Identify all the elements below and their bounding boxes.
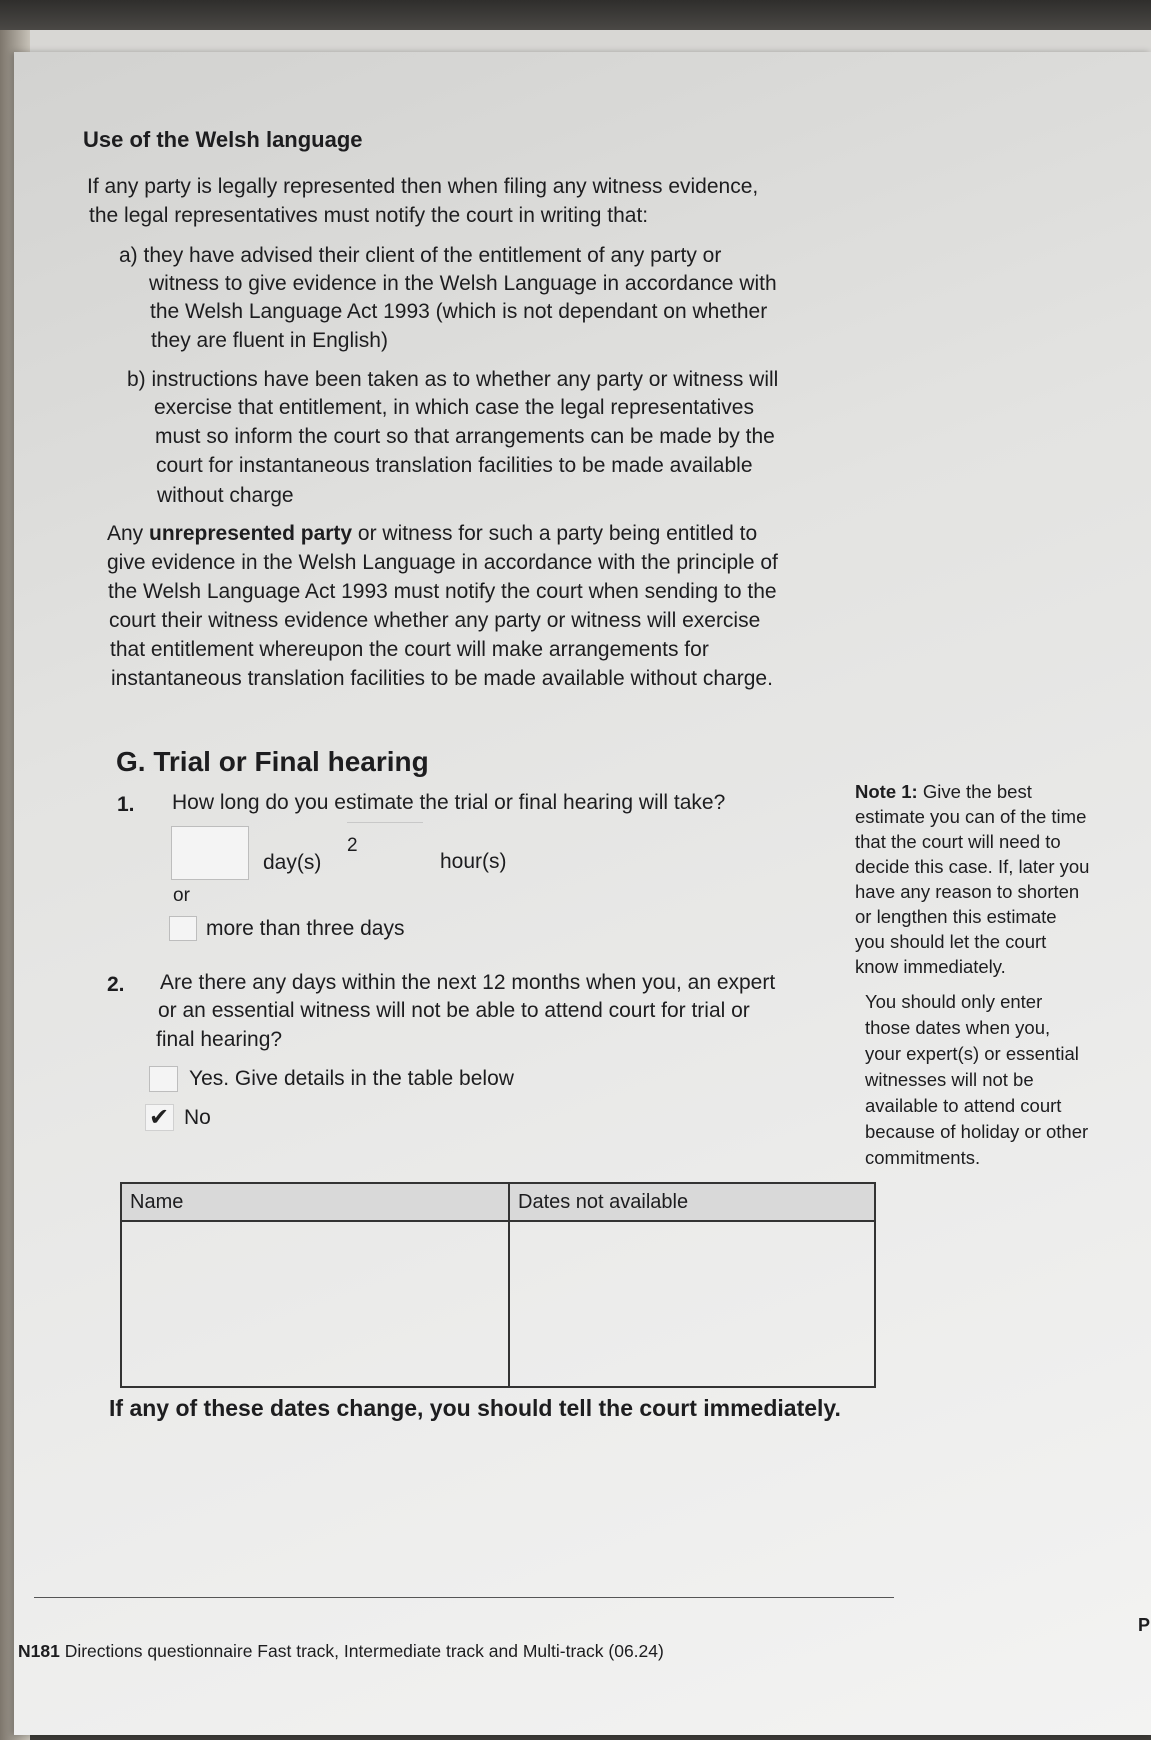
question-1-number: 1. [117,793,135,816]
note-1-line: Give the best [917,781,1032,802]
table-header-name: Name [121,1183,509,1221]
clause-b-line-2: exercise that entitlement, in which case the legal representatives [154,396,754,419]
more-than-three-days-label: more than three days [206,917,405,940]
note-1-line: estimate you can of the time [855,806,1087,827]
more-than-three-days-checkbox[interactable] [169,916,197,941]
table-cell-dates[interactable] [509,1221,875,1387]
clause-b-line-1: b) instructions have been taken as to whether any party or witness will [127,368,779,391]
unrepresented-rest: or witness for such a party being entitled to [352,522,758,545]
or-label: or [173,885,190,906]
clause-b-line-3: must so inform the court so that arrangements can be made by the [155,425,775,448]
note-1-label: Note 1: [855,781,918,802]
hours-label: hour(s) [440,850,507,873]
unrepresented-line-3: the Welsh Language Act 1993 must notify the court when sending to the [108,580,777,603]
question-1-text: How long do you estimate the trial or final hearing will take? [172,791,726,814]
unrepresented-line-6: instantaneous translation facilities to be made available without charge. [111,667,773,690]
note-dates-line: You should only enter [865,991,1043,1012]
form-footer-text: Directions questionnaire Fast track, Intermediate track and Multi-track (06.24) [59,1641,664,1661]
clause-a-line-1: a) they have advised their client of the entitlement of any party or [119,244,722,267]
welsh-section-title: Use of the Welsh language [83,127,363,152]
note-1-line: that the court will need to [855,831,1061,852]
note-dates-line: your expert(s) or essential [865,1043,1079,1064]
question-2-line-2: or an essential witness will not be able to attend court for trial or [158,999,750,1022]
note-1-line: have any reason to shorten [855,881,1080,902]
hours-input[interactable] [347,822,423,875]
section-g-heading: G. Trial or Final hearing [116,746,429,777]
unrepresented-line-4: court their witness evidence whether any party or witness will exercise [109,609,761,632]
note-dates-line: available to attend court [865,1095,1062,1116]
note-dates [865,989,1150,1171]
note-1-line: or lengthen this estimate [855,906,1057,927]
note-1-line: know immediately. [855,956,1006,977]
note-1-line: decide this case. If, later you [855,856,1090,877]
dates-change-warning: If any of these dates change, you should tell the court immediately. [109,1395,841,1421]
yes-checkbox[interactable] [149,1066,178,1092]
yes-label: Yes. Give details in the table below [189,1067,514,1090]
note-dates-line: because of holiday or other [865,1121,1089,1142]
unrepresented-party-bold: unrepresented party [149,522,353,545]
note-1-line: you should let the court [855,931,1047,952]
form-code: N181 [18,1641,60,1661]
table-surface-top [0,0,1151,30]
unrepresented-line-1 [107,519,757,548]
clause-a-line-3: the Welsh Language Act 1993 (which is not dependant on whether [150,300,768,323]
hours-value: 2 [347,835,358,856]
clause-b-line-4: court for instantaneous translation facilities to be made available [156,454,753,477]
question-2-line-1: Are there any days within the next 12 months when you, an expert [160,971,776,994]
note-1 [855,779,1145,979]
days-input[interactable] [171,826,249,880]
unrepresented-line-2: give evidence in the Welsh Language in accordance with the principle of [107,551,778,574]
unavailable-dates-table [120,1182,876,1388]
table-row [121,1221,875,1387]
days-label: day(s) [263,851,322,874]
table-cell-name[interactable] [121,1221,509,1387]
question-2-number: 2. [107,973,125,996]
no-tick-mark: ✔ [149,1104,170,1131]
form-footer [18,1641,664,1662]
clause-a-line-4: they are fluent in English) [151,329,388,352]
note-dates-line: commitments. [865,1147,981,1168]
note-dates-line: witnesses will not be [865,1069,1034,1090]
note-dates-line: those dates when you, [865,1017,1051,1038]
clause-a-line-2: witness to give evidence in the Welsh Language in accordance with [149,272,777,295]
unrepresented-line-5: that entitlement whereupon the court will make arrangements for [110,638,709,661]
table-header-dates: Dates not available [509,1183,875,1221]
no-label: No [184,1106,211,1129]
welsh-intro-line-2: the legal representatives must notify the court in writing that: [89,204,649,227]
page-number-fragment: P [1138,1615,1151,1635]
no-checkbox[interactable] [145,1104,174,1131]
question-2-line-3: final hearing? [156,1028,283,1051]
footer-rule [34,1597,894,1598]
unrepresented-lead: Any [107,522,150,545]
welsh-intro-line-1: If any party is legally represented then when filing any witness evidence, [87,175,759,198]
form-page [14,52,1151,1735]
clause-b-line-5: without charge [157,484,294,507]
